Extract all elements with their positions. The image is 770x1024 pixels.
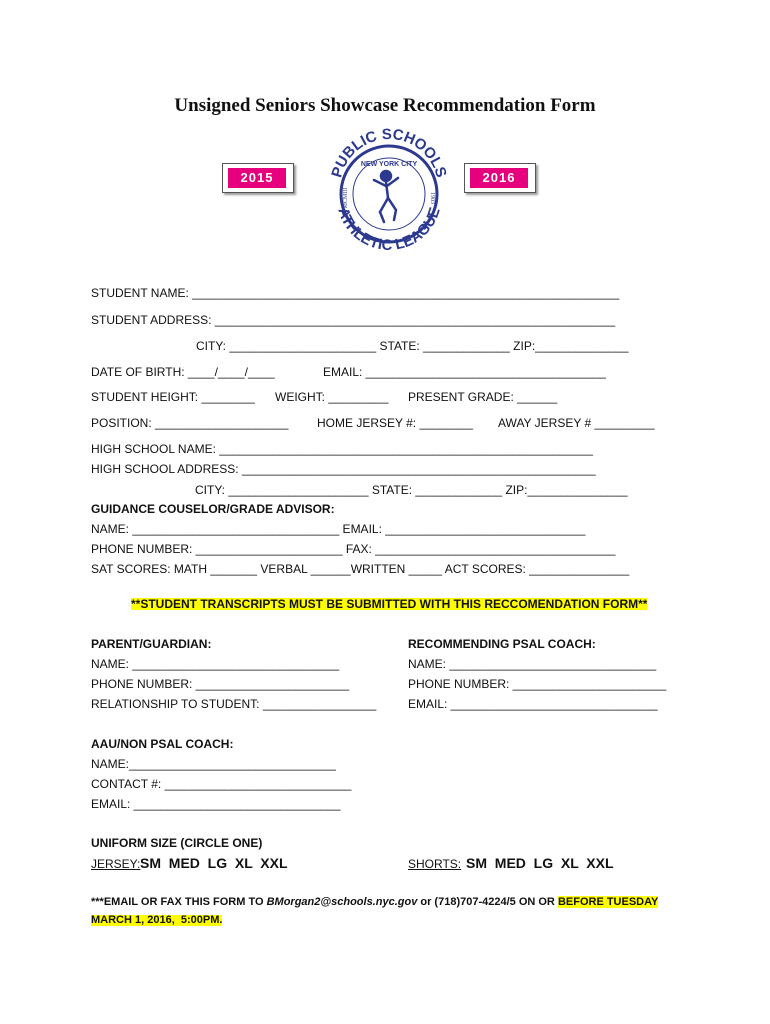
parent-relationship-field[interactable]: RELATIONSHIP TO STUDENT: _________________ bbox=[91, 697, 377, 711]
parent-phone-field[interactable]: PHONE NUMBER: _______________________ bbox=[91, 677, 350, 691]
parent-name-field[interactable]: NAME: _______________________________ bbox=[91, 657, 340, 671]
psal-logo bbox=[328, 126, 450, 264]
footer-part2: or (718)707-4224/5 ON OR bbox=[417, 896, 558, 908]
coach-email-field[interactable]: EMAIL: _______________________________ bbox=[408, 697, 658, 711]
footer-part1: ***EMAIL OR FAX THIS FORM TO bbox=[91, 896, 267, 908]
guidance-name-email-field[interactable]: NAME: _______________________________ EMAIL: ______________________________ bbox=[91, 522, 586, 536]
year-right: 2016 bbox=[470, 168, 528, 188]
home-jersey-field[interactable]: HOME JERSEY #: ________ bbox=[317, 416, 473, 430]
position-field[interactable]: POSITION: ____________________ bbox=[91, 416, 289, 430]
jersey-sizes[interactable]: SM MED LG XL XXL bbox=[140, 855, 288, 871]
student-weight-field[interactable]: WEIGHT: _________ bbox=[275, 390, 389, 404]
sat-act-scores-field[interactable]: SAT SCORES: MATH _______ VERBAL ______WRITTEN _____ ACT SCORES: _______________ bbox=[91, 562, 630, 576]
shorts-label: SHORTS: bbox=[408, 857, 462, 871]
logo-bottom-text: ATHLETIC LEAGUE bbox=[334, 205, 444, 255]
jersey-label: JERSEY: bbox=[91, 857, 141, 871]
logo-top-text: PUBLIC SCHOOLS bbox=[328, 126, 450, 180]
aau-name-field[interactable]: NAME:_______________________________ bbox=[91, 757, 336, 771]
footer-deadline-2: MARCH 1, 2016, 5:00PM. bbox=[91, 914, 223, 926]
coach-name-field[interactable]: NAME: _______________________________ bbox=[408, 657, 657, 671]
parent-heading: PARENT/GUARDIAN: bbox=[91, 637, 212, 651]
high-school-address-field[interactable]: HIGH SCHOOL ADDRESS: _____________________________________________________ bbox=[91, 462, 596, 476]
student-name-field[interactable]: STUDENT NAME: ________________________________________________________________ bbox=[91, 286, 620, 300]
footer-deadline-1: BEFORE TUESDAY bbox=[557, 896, 659, 908]
away-jersey-field[interactable]: AWAY JERSEY # _________ bbox=[498, 416, 655, 430]
student-address-field[interactable]: STUDENT ADDRESS: ____________________________________________________________ bbox=[91, 313, 616, 327]
guidance-heading: GUIDANCE COUSELOR/GRADE ADVISOR: bbox=[91, 502, 335, 516]
coach-heading: RECOMMENDING PSAL COACH: bbox=[408, 637, 596, 651]
footer-email: BMorgan2@schools.nyc.gov bbox=[266, 896, 418, 908]
aau-heading: AAU/NON PSAL COACH: bbox=[91, 737, 234, 751]
student-city-state-zip[interactable]: CITY: ______________________ STATE: _____________ ZIP:______________ bbox=[196, 339, 629, 353]
aau-contact-field[interactable]: CONTACT #: ____________________________ bbox=[91, 777, 352, 791]
logo-sub-text: NEW YORK CITY bbox=[360, 161, 418, 168]
student-height-field[interactable]: STUDENT HEIGHT: ________ bbox=[91, 390, 255, 404]
high-school-city-state-zip[interactable]: CITY: _____________________ STATE: _____________ ZIP:_______________ bbox=[195, 483, 628, 497]
footer-instructions bbox=[91, 897, 658, 908]
logo-right-text: 1903 bbox=[429, 192, 435, 204]
high-school-name-field[interactable]: HIGH SCHOOL NAME: ________________________________________________________ bbox=[91, 442, 593, 456]
student-email-field[interactable]: EMAIL: ____________________________________ bbox=[323, 365, 606, 379]
uniform-heading: UNIFORM SIZE (CIRCLE ONE) bbox=[91, 836, 263, 850]
date-of-birth-field[interactable]: DATE OF BIRTH: ____/____/____ bbox=[91, 365, 275, 379]
page-title: Unsigned Seniors Showcase Recommendation Form bbox=[174, 95, 596, 116]
year-right-box bbox=[464, 163, 536, 193]
aau-email-field[interactable]: EMAIL: _______________________________ bbox=[91, 797, 341, 811]
year-left: 2015 bbox=[228, 168, 286, 188]
guidance-phone-fax-field[interactable]: PHONE NUMBER: ______________________ FAX: ____________________________________ bbox=[91, 542, 616, 556]
coach-phone-field[interactable]: PHONE NUMBER: _______________________ bbox=[408, 677, 667, 691]
year-left-box bbox=[222, 163, 294, 193]
shorts-sizes[interactable]: SM MED LG XL XXL bbox=[466, 855, 614, 871]
logo-left-text: MCMIII bbox=[343, 187, 349, 209]
transcripts-notice: **STUDENT TRANSCRIPTS MUST BE SUBMITTED WITH THIS RECCOMENDATION FORM** bbox=[131, 597, 648, 611]
present-grade-field[interactable]: PRESENT GRADE: ______ bbox=[408, 390, 558, 404]
